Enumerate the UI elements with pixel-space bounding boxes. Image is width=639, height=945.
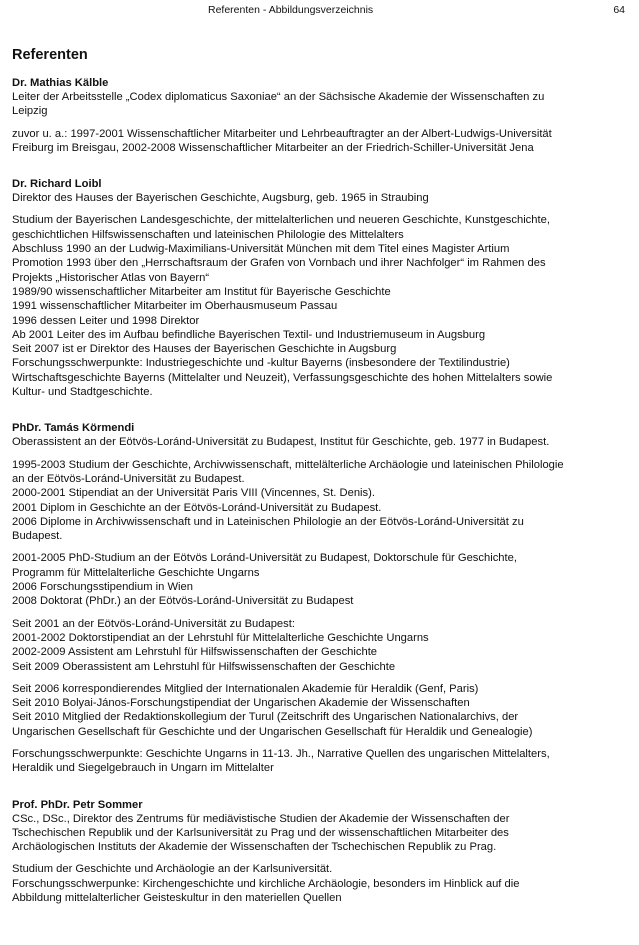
text-line: zuvor u. a.: 1997-2001 Wissenschaftlicher Mitarbeiter und Lehrbeauftragter an der Albert-Ludwigs-Universität [12,127,552,140]
text-line: Seit 2009 Oberassistent am Lehrstuhl für Hilfswissenschaften der Geschichte [12,660,396,673]
text-line: Wirtschaftsgeschichte Bayerns (Mittelalter und Neuzeit), Verfassungsgeschichte des hohen Mittelalters sowie [12,371,553,384]
text-line: Forschungsschwerpunkte: Industriegeschichte und -kultur Bayerns (insbesondere der Textilindustrie) [12,357,510,370]
referent-entry [12,798,630,906]
referent-paragraph [12,458,630,544]
referent-paragraph [12,127,630,156]
referent-paragraph [12,747,630,776]
referent-paragraph [12,90,630,119]
text-line: Abschluss 1990 an der Ludwig-Maximilians-Universität München mit dem Titel eines Magister Artium [12,243,510,256]
referent-name: Dr. Richard Loibl [12,178,102,191]
text-line: Leiter der Arbeitsstelle „Codex diplomaticus Saxoniae“ an der Sächsische Akademie der Wissenschaften zu [12,91,545,103]
section-title: Referenten [12,47,88,63]
text-line: 2008 Doktorat (PhDr.) an der Eötvös-Loránd-Universität zu Budapest [12,595,354,608]
text-line: Abbildung mittelalterlicher Geisteskultur in den materiellen Quellen [12,892,342,905]
text-line: 2000-2001 Stipendiat an der Universität Paris VIII (Vincennes, St. Denis). [12,487,375,500]
referent-name: Dr. Mathias Kälble [12,77,109,89]
referent-paragraph [12,862,630,905]
text-line: Seit 2006 korrespondierendes Mitglied der Internationalen Akademie für Heraldik (Genf, Paris) [12,682,479,695]
referent-name: PhDr. Tamás Körmendi [12,422,135,435]
text-line: Programm für Mittelalterliche Geschichte Ungarns [12,566,260,579]
referent-paragraph [12,551,630,608]
referent-paragraph [12,812,630,855]
text-line: Archäologischen Instituts der Akademie der Wissenschaften der Tschechischen Republik zu Prag. [12,841,497,854]
text-line: Promotion 1993 über den „Herrschaftsraum der Grafen von Vornbach und ihrer Nachfolger“ im Rahmen des [12,257,546,270]
text-line: 2001-2005 PhD-Studium an der Eötvös Loránd-Universität zu Budapest, Doktorschule für Geschichte, [12,552,517,565]
running-header [0,4,639,18]
text-line: 2006 Forschungsstipendium in Wien [12,581,193,594]
text-line: Seit 2007 ist er Direktor des Hauses der Bayerischen Geschichte in Augsburg [12,343,397,356]
text-line: 2002-2009 Assistent am Lehrstuhl für Hilfswissenschaften der Geschichte [12,646,378,659]
text-line: Ungarischen Gesellschaft für Geschichte und der Ungarischen Gesellschaft für Heraldik und Genealogie) [12,725,533,738]
page-number: 64 [613,4,625,16]
entry-spacer [12,399,630,421]
text-line: Tschechischen Republik und der Karlsuniversität zu Prag und der wissenschaftlichen Mitarbeiter des [12,826,509,839]
text-line: CSc., DSc., Direktor des Zentrums für mediävistische Studien der Akademie der Wissenschaften der [12,812,510,825]
entry-spacer [12,155,630,177]
text-line: Freiburg im Breisgau, 2002-2008 Wissenschaftlicher Mitarbeiter an der Friedrich-Schiller-Universität Jena [12,141,534,154]
entry-spacer [12,776,630,798]
text-line: Seit 2010 Bolyai-János-Forschungstipendiat der Ungarischen Akademie der Wissenschaften [12,697,470,710]
text-line: 2006 Diplome in Archivwissenschaft und in Lateinischen Philologie an der Eötvös-Loránd-Universität zu [12,515,524,528]
text-line: Seit 2001 an der Eötvös-Loránd-Universität zu Budapest: [12,617,295,630]
running-header-title: Referenten - Abbildungsverzeichnis [208,4,374,16]
text-line: Studium der Geschichte und Archäologie an der Karlsuniversität. [12,863,333,876]
referent-paragraph [12,213,630,399]
text-line: 1989/90 wissenschaftlicher Mitarbeiter am Institut für Bayerische Geschichte [12,285,391,298]
text-line: geschichtlichen Hilfswissenschaften und lateinischen Philologie des Mittelalters [12,228,404,241]
referent-list [12,76,630,905]
referent-entry [12,76,630,155]
text-line: Ab 2001 Leiter des im Aufbau befindliche Bayerischen Textil- und Industriemuseum in Augsburg [12,328,486,341]
text-line: 2001-2002 Doktorstipendiat an der Lehrstuhl für Mittelalterliche Geschichte Ungarns [12,631,429,644]
text-line: Leipzig [12,105,48,118]
text-line: Direktor des Hauses der Bayerischen Geschichte, Augsburg, geb. 1965 in Straubing [12,192,429,205]
text-line: an der Eötvös-Loránd-Universität zu Budapest. [12,472,245,485]
text-line: Projekts „Historischer Atlas von Bayern“ [12,271,210,284]
text-line: Kultur- und Stadtgeschichte. [12,386,153,399]
page-content [12,46,630,905]
referent-name: Prof. PhDr. Petr Sommer [12,798,143,811]
referent-entry [12,421,630,775]
referent-paragraph [12,617,630,674]
referent-entry [12,177,630,399]
text-line: Forschungsschwerpunke: Kirchengeschichte und kirchliche Archäologie, besonders im Hinblick auf die [12,877,520,890]
text-line: 1995-2003 Studium der Geschichte, Archivwissenschaft, mittelälterliche Archäologie und lateinischen Philologie [12,458,564,471]
referent-paragraph [12,682,630,739]
text-line: 1996 dessen Leiter und 1998 Direktor [12,314,200,327]
referent-paragraph [12,191,630,205]
text-line: Forschungsschwerpunkte: Geschichte Ungarns in 11-13. Jh., Narrative Quellen des ungarischen Mittelalters, [12,747,550,760]
text-line: Oberassistent an der Eötvös-Loránd-Universität zu Budapest, Institut für Geschichte, geb. 1977 in Budapest. [12,436,550,449]
text-line: 1991 wissenschaftlicher Mitarbeiter im Oberhausmuseum Passau [12,300,338,313]
text-line: Seit 2010 Mitglied der Redaktionskollegium der Turul (Zeitschrift des Ungarischen Nationalarchivs, der [12,711,519,724]
referent-paragraph [12,435,630,449]
text-line: Budapest. [12,530,63,543]
text-line: Heraldik und Siegelgebrauch in Ungarn im Mittelalter [12,762,274,775]
text-line: Studium der Bayerischen Landesgeschichte, der mittelalterlichen und neueren Geschichte, Kunstgeschichte, [12,214,550,227]
text-line: 2001 Diplom in Geschichte an der Eötvös-Loránd-Universität zu Budapest. [12,501,382,514]
